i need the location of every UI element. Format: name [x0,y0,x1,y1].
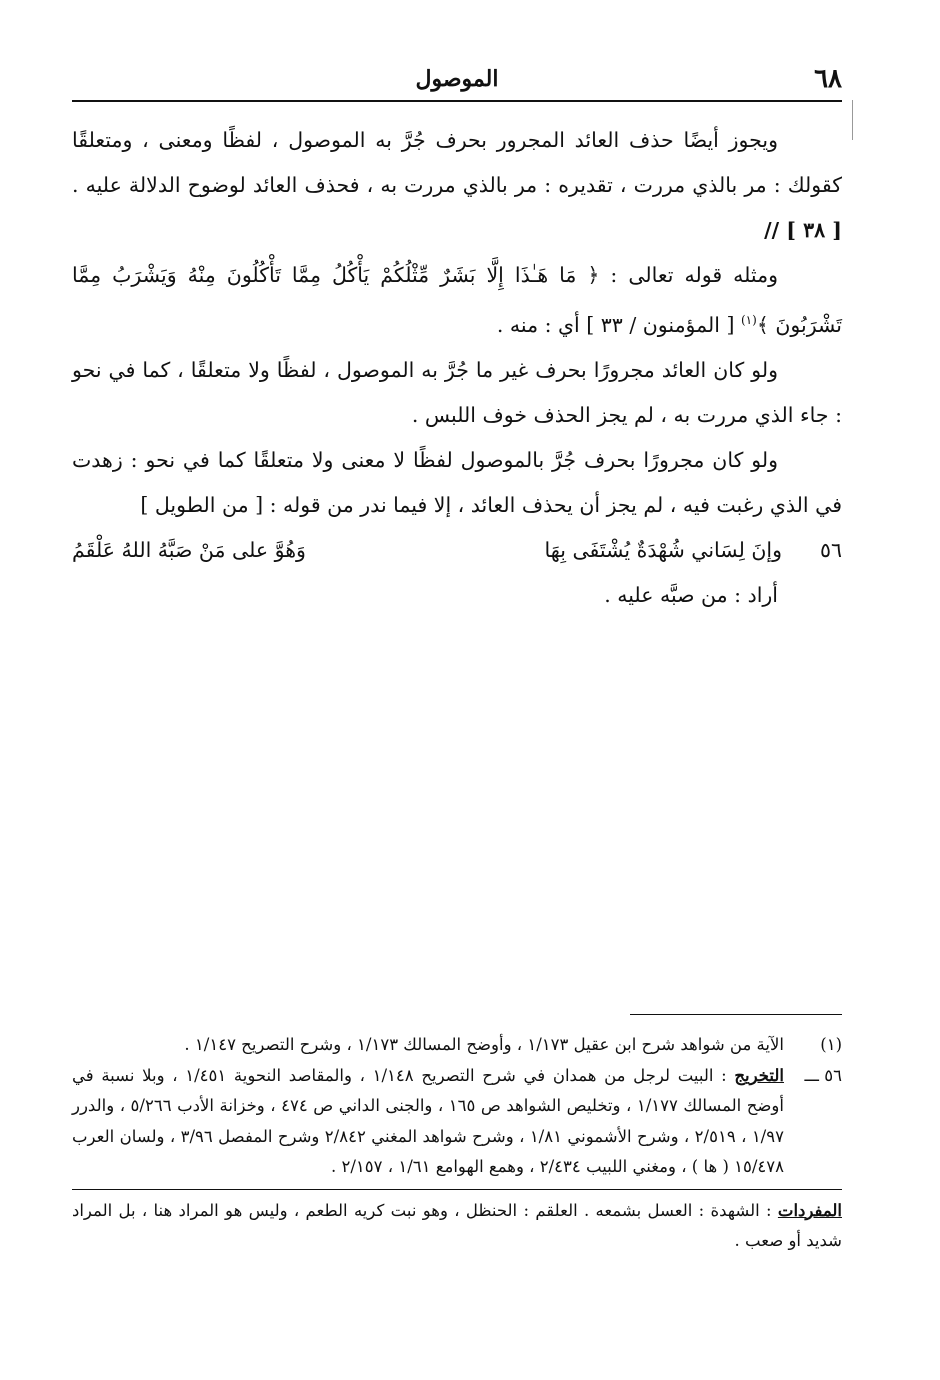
footnote-verse-56 [72,1061,842,1183]
paragraph-1-text: ويجوز أيضًا حذف العائد المجرور بحرف جُرَّ به الموصول ، لفظًا ومعنى ، ومتعلقًا كقولك : مر بالذي مررت ، تقديره : مر بالذي مررت به ، فحذف العائد لوضوح الدلالة عليه . [72,128,842,197]
quran-verse: ومثله قوله تعالى : ﴿ مَا هَـٰذَا إِلَّا بَشَرٌ مِّثْلُكُمْ يَأْكُلُ مِمَّا تَأْكُلُونَ مِنْهُ وَيَشْرَبُ مِمَّا تَشْرَبُونَ ﴾ [72,263,842,337]
takhrij-label: التخريج [734,1065,784,1085]
poetry-verse [72,528,842,573]
paragraph-2 [72,253,842,348]
verse-number: ٥٦ [819,537,842,562]
vocabulary-note [72,1196,842,1257]
manuscript-page-marker: [ ٣٨ ] // [764,218,842,242]
footnote-separator [72,1189,842,1190]
vocabulary-text: : الشهدة : العسل بشمعه . العلقم : الحنظل ، وهو نبت كريه الطعم ، وليس هو المراد هنا ، بل المراد شديد أو صعب . [72,1200,842,1250]
footnotes [72,1030,842,1257]
poetic-meter: [ من الطويل ] [140,492,264,517]
paragraph-5-text: أراد : من صبَّه عليه . [604,582,778,607]
takhrij-text: : البيت لرجل من همدان في شرح التصريح ١/١٤٨ ، والمقاصد النحوية ١/٤٥١ ، وبلا نسبة في أوضح المسالك ١/١٧٧ ، وتخليص الشواهد ص ١٦٥ ، والجنى الداني ص ٤٧٤ ، وخزانة الأدب ٥/٢٦٦ ، والدرر ١/٩٧ ، ٢/٥١٩ ، وشرح الأشموني ١/٨١ ، وشرح شواهد المغني ٢/٨٤٢ وشرح المفصل ٣/٩٦ ، ولسان العرب ١٥/٤٧٨ ( ها ) ، ومغني اللبيب ٢/٤٣٤ ، وهمع الهوامع ١/٦١ ، ٢/١٥٧ . [72,1065,784,1176]
footnote-verse-marker: ٥٦ ـــ [804,1065,842,1085]
paragraph-4 [72,438,842,528]
footnote-1 [72,1030,842,1061]
paragraph-3-text: ولو كان العائد مجرورًا بحرف غير ما جُرَّ به الموصول ، لفظًا ولا متعلقًا ، كما في نحو : جاء الذي مررت به ، لم يجز الحذف خوف اللبس . [72,357,842,427]
page-number: ٦٨ [814,64,842,94]
footnote-1-marker: (١) [820,1035,842,1054]
footnote-rule [630,1014,842,1015]
chapter-title: الموصول [415,66,499,92]
footnote-ref-1: (١) [740,313,757,327]
footnote-1-text: الآية من شواهد شرح ابن عقيل ١/١٧٣ ، وأوضح المسالك ١/١٧٣ ، وشرح التصريح ١/١٤٧ . [184,1035,784,1054]
paragraph-3 [72,348,842,438]
quran-citation: [ المؤمنون / ٣٣ ] أي : منه . [496,312,735,337]
vocabulary-label: المفردات [777,1200,842,1220]
paragraph-1 [72,118,842,253]
running-header [72,60,842,102]
paragraph-5 [72,573,842,618]
paragraph-4-text: ولو كان مجرورًا بحرف جُرَّ بالموصول لفظًا لا معنى ولا متعلقًا كما في نحو : زهدت في الذي رغبت فيه ، لم يجز أن يحذف العائد ، إلا فيما ندر من قوله : [72,447,842,517]
margin-mark [852,100,853,140]
main-text [72,118,842,618]
verse-first-hemistich: وإنَ لِسَاني شُهْدَةٌ يُشْتَفَى بِهَا [544,537,782,562]
verse-second-hemistich: وَهُوَّ على مَنْ صَبَّهُ اللهُ عَلْقَمُ [72,537,306,562]
